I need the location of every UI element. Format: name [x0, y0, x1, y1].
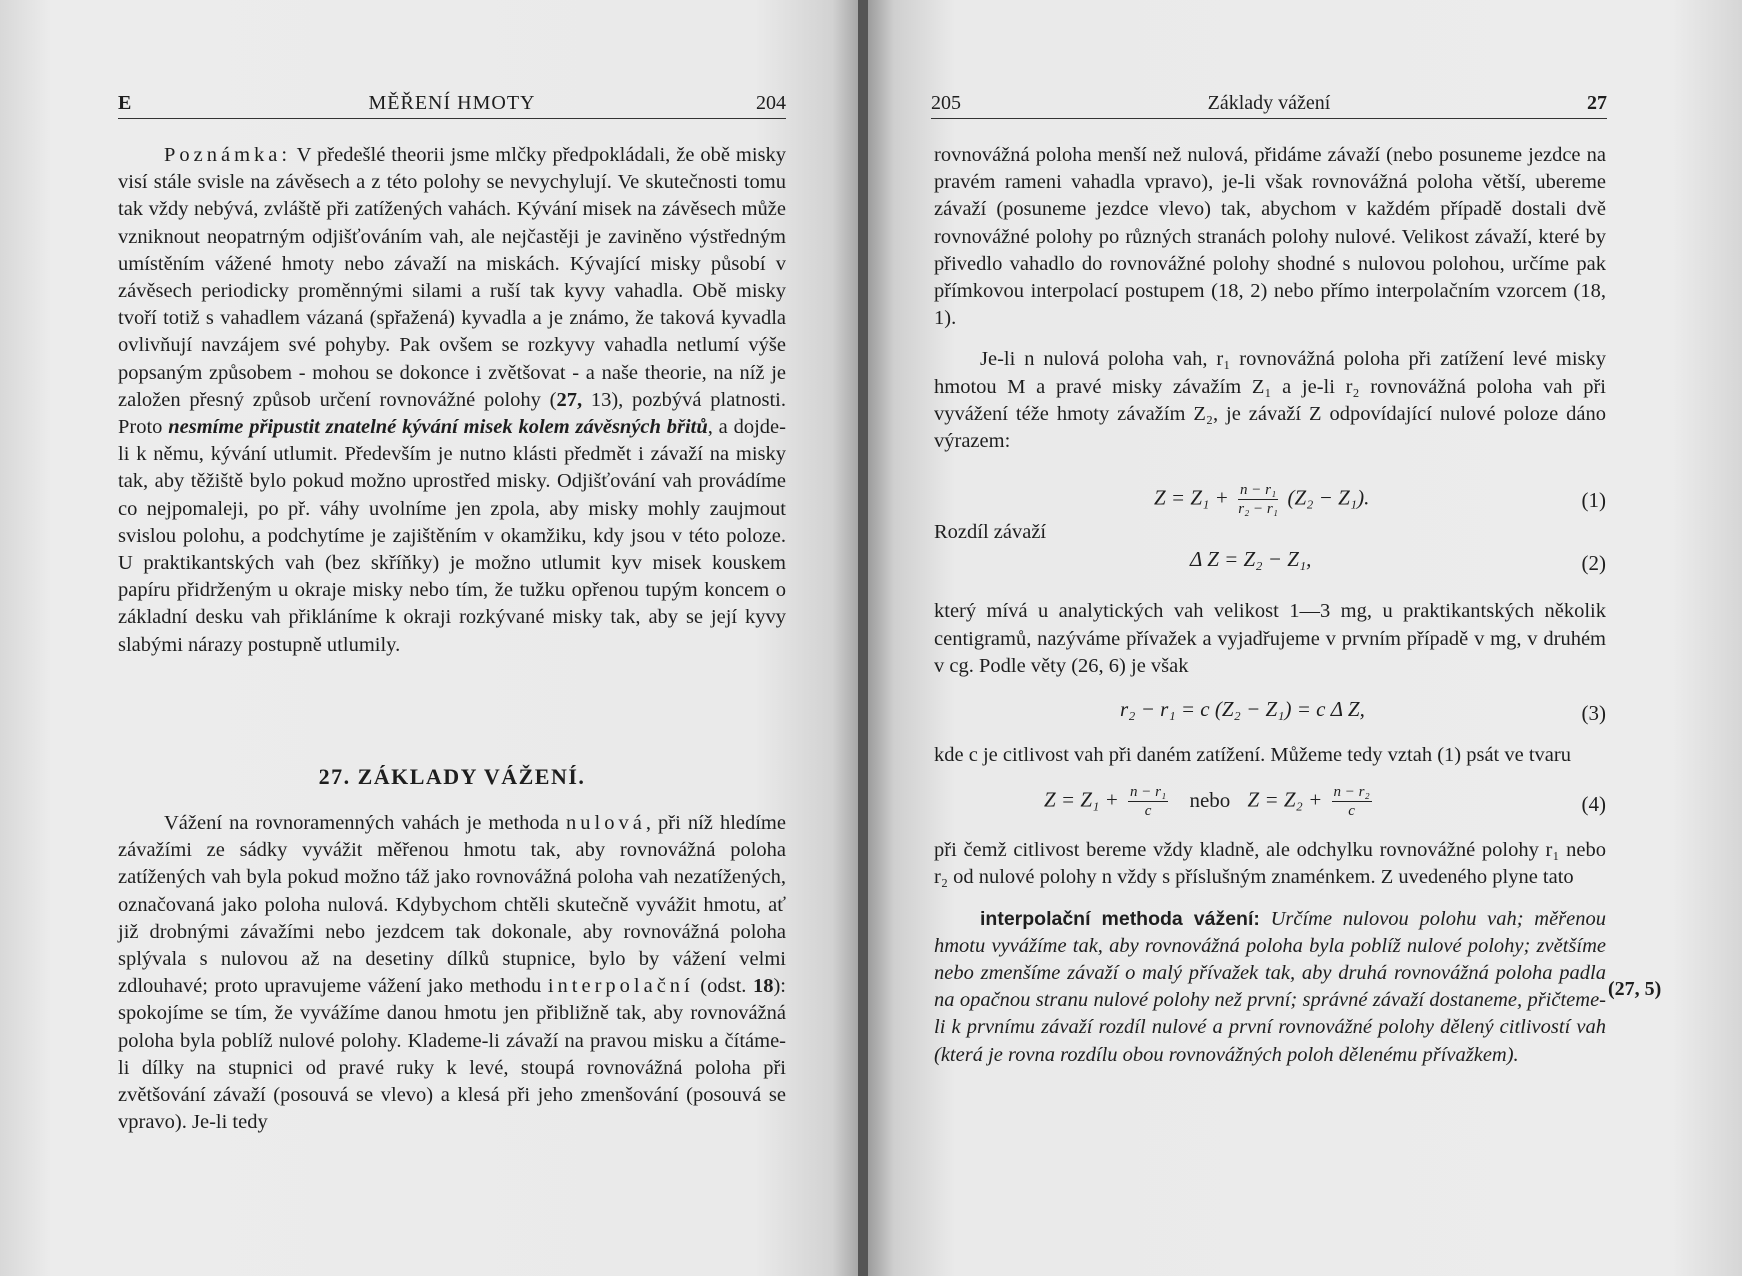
header-letter: E — [118, 92, 132, 114]
weighing-paragraph — [118, 810, 786, 1136]
rule-reference: (27, 5) — [1608, 978, 1662, 1000]
equation-1 — [934, 477, 1606, 523]
header-title: MĚŘENÍ HMOTY — [368, 92, 536, 114]
difference-label: Rozdíl závaží — [934, 521, 1047, 544]
text-run: Vážení na rovnoramenných vahách je methoda — [164, 812, 567, 834]
page-number: 205 — [931, 92, 961, 114]
numerator: n − r₂ — [1333, 784, 1370, 801]
denominator: c — [1144, 803, 1152, 820]
left-body-text-2 — [118, 810, 786, 1136]
equation-3 — [934, 690, 1606, 736]
text-run: (odst. — [693, 975, 753, 998]
right-body-text — [934, 142, 1606, 1069]
running-header-right — [931, 88, 1607, 119]
eq-connector: nebo — [1189, 787, 1231, 812]
equation-number: (1) — [1581, 488, 1606, 513]
equation-number: (2) — [1581, 551, 1606, 576]
rule-text: Určíme nulovou polohu vah; měřenou hmotu vyvážíme tak, aby rovnovážná poloha byla poblíž nulové polohy; zvětšíme nebo zmenšíme závaží o malý přívažek tak, aby druhá rovnovážná poloha padla na opačnou stranu nulové polohy než první; správné závaží dostaneme, přičteme-li k prvnímu závaží rozdíl nulové a první rovnovážné polohy dělený citlivostí vah (která je rovna rozdílu obou rovnovážných poloh dělenému přívažkem). — [934, 907, 1606, 1066]
eq-term: Z = Z₂ + — [1247, 787, 1323, 812]
difference-paragraph: který mívá u analytických vah velikost 1—3 mg, u praktikantských několik centigramů, nazýváme přívažek a vyjadřujeme v prvním případě v mg, v druhém v cg. Podle věty (26, 6) je však — [934, 600, 1606, 677]
cross-reference: 18 — [752, 975, 774, 998]
denominator: c — [1348, 803, 1355, 820]
sensitivity-paragraph: kde c je citlivost vah při daném zatížení. Můžeme tedy vztah (1) psát ve tvaru — [934, 744, 1571, 767]
note-paragraph — [118, 142, 786, 659]
left-page — [0, 0, 858, 1276]
equation-number: (3) — [1581, 701, 1606, 726]
fraction — [1128, 783, 1168, 820]
spaced-term: nulová — [566, 812, 646, 834]
eq-term: Z = Z₁ + — [1154, 485, 1229, 510]
book-gutter — [858, 0, 868, 1276]
cross-reference: 27, — [556, 388, 583, 411]
running-header-left — [118, 88, 786, 119]
left-body-text — [118, 142, 786, 659]
page-number: 204 — [756, 92, 786, 114]
sign-paragraph: při čemž citlivost bereme vždy kladně, ale odchylku rovnovážné polohy r₁ nebo r₂ od nulové polohy n vždy s příslušným znaménkem. Z uvedeného plyne tato — [934, 839, 1606, 889]
numerator: n − r₁ — [1240, 482, 1277, 499]
right-page — [868, 0, 1742, 1276]
text-run: V předešlé theorii jsme mlčky předpokládali, že obě misky visí stále svisle na závěsech a z této polohy se nevychylují. Ve skutečnosti tomu tak vždy nebývá, zvláště při zatížených vahách. Kývání misek na závěsech může vzniknout neopatrným odjišťováním vah, ale nejčastěji je zaviněno výstředným umístěním vážené hmoty nebo závaží na miskách. Kývající misky působí v závěsech periodicky proměnnými silami a ruší tak kyvy vahadla. Obě misky tvoří totiž s vahadlem vázaná (spřažená) kyvadla a je známo, že taková kyvadla ovlivňují navzájem své pohyby. Pak ovšem se rozkyvy vahadla netlumí výše popsaným způsobem - mohou se dokonce i zvětšovat - a naše theorie, na níž je založen přesný způsob určení rovnovážné polohy ( — [118, 144, 786, 411]
text-run: ): spokojíme se tím, že vyvážíme danou hmotu jen přibližně tak, aby rovnovážná poloha byla poblíž nulové polohy. Klademe-li závaží na pravou misku a čítáme-li dílky na stupnici od pravé ruky k levé, stoupá rovnovážná poloha při zvětšování závaží (posouvá se vlevo) a klesá při jeho zmenšování (posouvá se vpravo). Je-li tedy — [118, 975, 786, 1134]
text-run: , a dojde-li k němu, kývání utlumit. Především je nutno klásti předmět i závaží na misky tak, aby těžiště bylo pokud možno uprostřed misky. Odjišťování vah provádíme co nejpomaleji, po př. váhy uvolníme jen zpola, aby misky mohly zaujmout svislou polohu, a podchytíme je zajištěním v okamžiku, kdy jsou v této poloze. U praktikantských vah (bez skříňky) je možno utlumit kyv misek kouskem papíru přidrženým u okraje misky nebo tím, že tužku opřenou tupým koncem o základní desku vah přikláníme k okraji rozkývané misky tak, aby se její kyvy slabými nárazy postupně utlumily. — [118, 416, 786, 656]
equation-number: (4) — [1581, 792, 1606, 817]
equation-2 — [934, 540, 1606, 586]
denominator: r₂ − r₁ — [1238, 501, 1278, 518]
emphasis-text: nesmíme připustit znatelné kývání misek kolem závěsných břitů — [168, 416, 708, 439]
section-number: 27 — [1587, 92, 1607, 114]
section-heading: 27. ZÁKLADY VÁŽENÍ. — [318, 764, 586, 789]
rule-label: interpolační methoda vážení: — [980, 907, 1260, 930]
fraction — [1238, 481, 1278, 518]
equation-4 — [934, 781, 1606, 827]
spaced-term: interpolační — [547, 975, 694, 998]
eq-term: (Z₂ − Z₁). — [1287, 485, 1370, 510]
numerator: n − r₁ — [1130, 784, 1167, 801]
text-run: , při níž hledíme závažími ze sádky vyvážit měřenou hmotu tak, aby rovnovážná poloha zatížených vah byla pokud možno táž jako rovnovážná poloha vah nezatížených, označovaná jako poloha nulová. Kdybychom chtěli skutečně vyvážit hmotu, ať již drobnými závažími nebo jezdcem tak dokonale, aby rovnovážná poloha splývala s nulovou až na desetiny dílků stupnice, bylo by vážení velmi zdlouhavé; proto upravujeme vážení jako methodu — [118, 812, 786, 998]
eq-term: r₂ − r₁ = c (Z₂ − Z₁) = c Δ Z, — [1120, 697, 1365, 722]
header-title: Základy vážení — [1207, 92, 1331, 114]
fraction — [1332, 783, 1372, 820]
rule-paragraph — [934, 906, 1606, 1069]
definition-paragraph: Je-li n nulová poloha vah, r₁ rovnovážná poloha při zatížení levé misky hmotou M a pravé misky závažím Z₁ a je-li r₂ rovnovážná poloha vah při vyvážení téže hmoty závažím Z₂, je závaží Z odpovídající nulové poloze dáno výrazem: — [934, 348, 1606, 453]
eq-term: Δ Z = Z₂ − Z₁, — [1190, 547, 1312, 572]
text-run: 13), pozbývá platnosti. Proto — [118, 388, 786, 439]
note-label: Poznámka: — [164, 144, 292, 166]
eq-term: Z = Z₁ + — [1044, 787, 1119, 812]
continuation-paragraph: rovnovážná poloha menší než nulová, přidáme závaží (nebo posuneme jezdce na pravém rameni vahadla vpravo), je-li však rovnovážná poloha větší, ubereme závaží (posuneme jezdce vlevo) tak, abychom v každém případě dostali dvě rovnovážné polohy po různých stranách polohy nulové. Velikost závaží, které by přivedlo vahadlo do rovnovážné polohy shodné s nulovou polohou, určíme pak přímkovou interpolací postupem (18, 2) nebo přímo interpolačním vzorcem (18, 1). — [934, 144, 1606, 330]
